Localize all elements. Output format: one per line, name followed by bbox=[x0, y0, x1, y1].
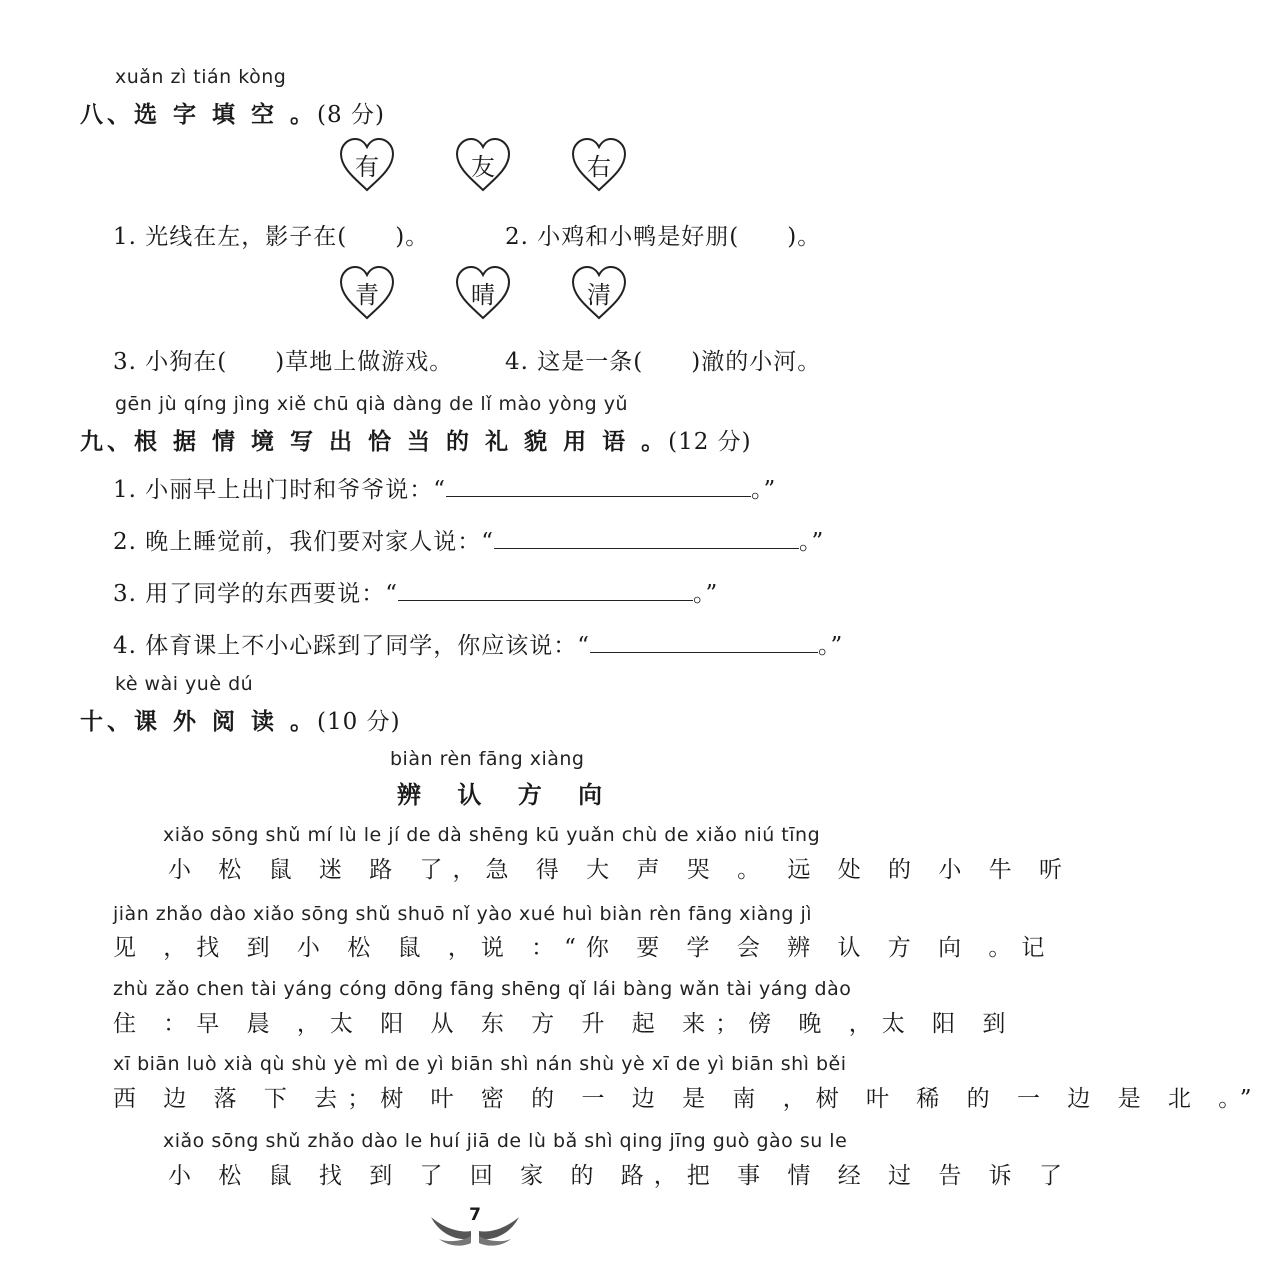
section9-question-4 bbox=[113, 627, 843, 660]
section10-pinyin: kè wài yuè dú bbox=[115, 673, 254, 695]
passage-pinyin-4: xī biān luò xià qù shù yè mì de yì biān shì nán shù yè xī de yì biān shì běi bbox=[113, 1053, 847, 1075]
answer-line[interactable] bbox=[494, 526, 799, 549]
question-text: 3. 用了同学的东西要说：“ bbox=[113, 581, 399, 607]
heart-option-2 bbox=[454, 136, 512, 194]
section8-heading bbox=[80, 96, 385, 129]
question-end: 。” bbox=[751, 477, 777, 503]
heart-option-char: 右 bbox=[587, 153, 611, 181]
section8-question-4: 4. 这是一条( )澈的小河。 bbox=[505, 349, 822, 375]
heart-option-5 bbox=[454, 264, 512, 322]
passage-line-2: 见 ，找 到 小 松 鼠 ，说 ：“你 要 学 会 辨 认 方 向 。记 bbox=[113, 935, 1055, 961]
heart-option-char: 友 bbox=[471, 153, 495, 181]
passage-pinyin-1: xiǎo sōng shǔ mí lù le jí de dà shēng kū yuǎn chù de xiǎo niú tīng bbox=[163, 824, 821, 846]
section8-question-2: 2. 小鸡和小鸭是好朋( )。 bbox=[505, 224, 822, 250]
section10-heading bbox=[80, 703, 401, 736]
section8-question-3: 3. 小狗在( )草地上做游戏。 bbox=[113, 349, 454, 375]
passage-title: 辨 认 方 向 bbox=[397, 781, 617, 809]
heart-option-4 bbox=[338, 264, 396, 322]
section9-heading-text: 九、根 据 情 境 写 出 恰 当 的 礼 貌 用 语 。 bbox=[80, 429, 669, 455]
heart-option-char: 清 bbox=[587, 281, 611, 309]
section9-question-2 bbox=[113, 523, 824, 556]
answer-line[interactable] bbox=[398, 578, 693, 601]
section8-heading-text: 八、选 字 填 空 。 bbox=[80, 102, 318, 128]
question-end: 。” bbox=[799, 529, 825, 555]
passage-pinyin-2: jiàn zhǎo dào xiǎo sōng shǔ shuō nǐ yào xué huì biàn rèn fāng xiàng jì bbox=[113, 903, 813, 925]
section10-score: (10 分) bbox=[317, 709, 401, 735]
question-text: 2. 晚上睡觉前，我们要对家人说：“ bbox=[113, 529, 495, 555]
answer-line[interactable] bbox=[590, 630, 818, 653]
section9-heading bbox=[80, 423, 752, 456]
answer-line[interactable] bbox=[446, 474, 751, 497]
question-text: 1. 小丽早上出门时和爷爷说：“ bbox=[113, 477, 447, 503]
section9-question-1 bbox=[113, 471, 776, 504]
question-end: 。” bbox=[818, 633, 844, 659]
question-end: 。” bbox=[693, 581, 719, 607]
passage-line-3: 住 ：早 晨 ，太 阳 从 东 方 升 起 来；傍 晚 ，太 阳 到 bbox=[113, 1011, 1016, 1037]
section8-question-1: 1. 光线在左，影子在( )。 bbox=[113, 224, 430, 250]
passage-pinyin-3: zhù zǎo chen tài yáng cóng dōng fāng shēng qǐ lái bàng wǎn tài yáng dào bbox=[113, 978, 852, 1000]
section9-pinyin: gēn jù qíng jìng xiě chū qià dàng de lǐ mào yòng yǔ bbox=[115, 393, 629, 415]
page-number: 7 bbox=[469, 1205, 481, 1225]
heart-option-6 bbox=[570, 264, 628, 322]
heart-option-char: 晴 bbox=[471, 281, 495, 309]
heart-option-1 bbox=[338, 136, 396, 194]
passage-pinyin-5: xiǎo sōng shǔ zhǎo dào le huí jiā de lù bǎ shì qing jīng guò gào su le bbox=[163, 1130, 848, 1152]
passage-title-pinyin: biàn rèn fāng xiàng bbox=[390, 748, 585, 770]
question-text: 4. 体育课上不小心踩到了同学，你应该说：“ bbox=[113, 633, 591, 659]
page-footer bbox=[425, 1203, 525, 1249]
passage-line-5: 小 松 鼠 找 到 了 回 家 的 路，把 事 情 经 过 告 诉 了 bbox=[168, 1163, 1072, 1189]
heart-option-char: 青 bbox=[355, 281, 379, 309]
heart-option-3 bbox=[570, 136, 628, 194]
section9-score: (12 分) bbox=[668, 429, 752, 455]
passage-line-1: 小 松 鼠 迷 路 了，急 得 大 声 哭 。 远 处 的 小 牛 听 bbox=[168, 857, 1072, 883]
passage-line-4: 西 边 落 下 去；树 叶 密 的 一 边 是 南 ，树 叶 稀 的 一 边 是 北 。” bbox=[113, 1086, 1261, 1112]
heart-option-char: 有 bbox=[355, 153, 379, 181]
section8-score: (8 分) bbox=[317, 102, 385, 128]
section8-pinyin: xuǎn zì tián kòng bbox=[115, 66, 287, 88]
section9-question-3 bbox=[113, 575, 718, 608]
section10-heading-text: 十、课 外 阅 读 。 bbox=[80, 709, 318, 735]
